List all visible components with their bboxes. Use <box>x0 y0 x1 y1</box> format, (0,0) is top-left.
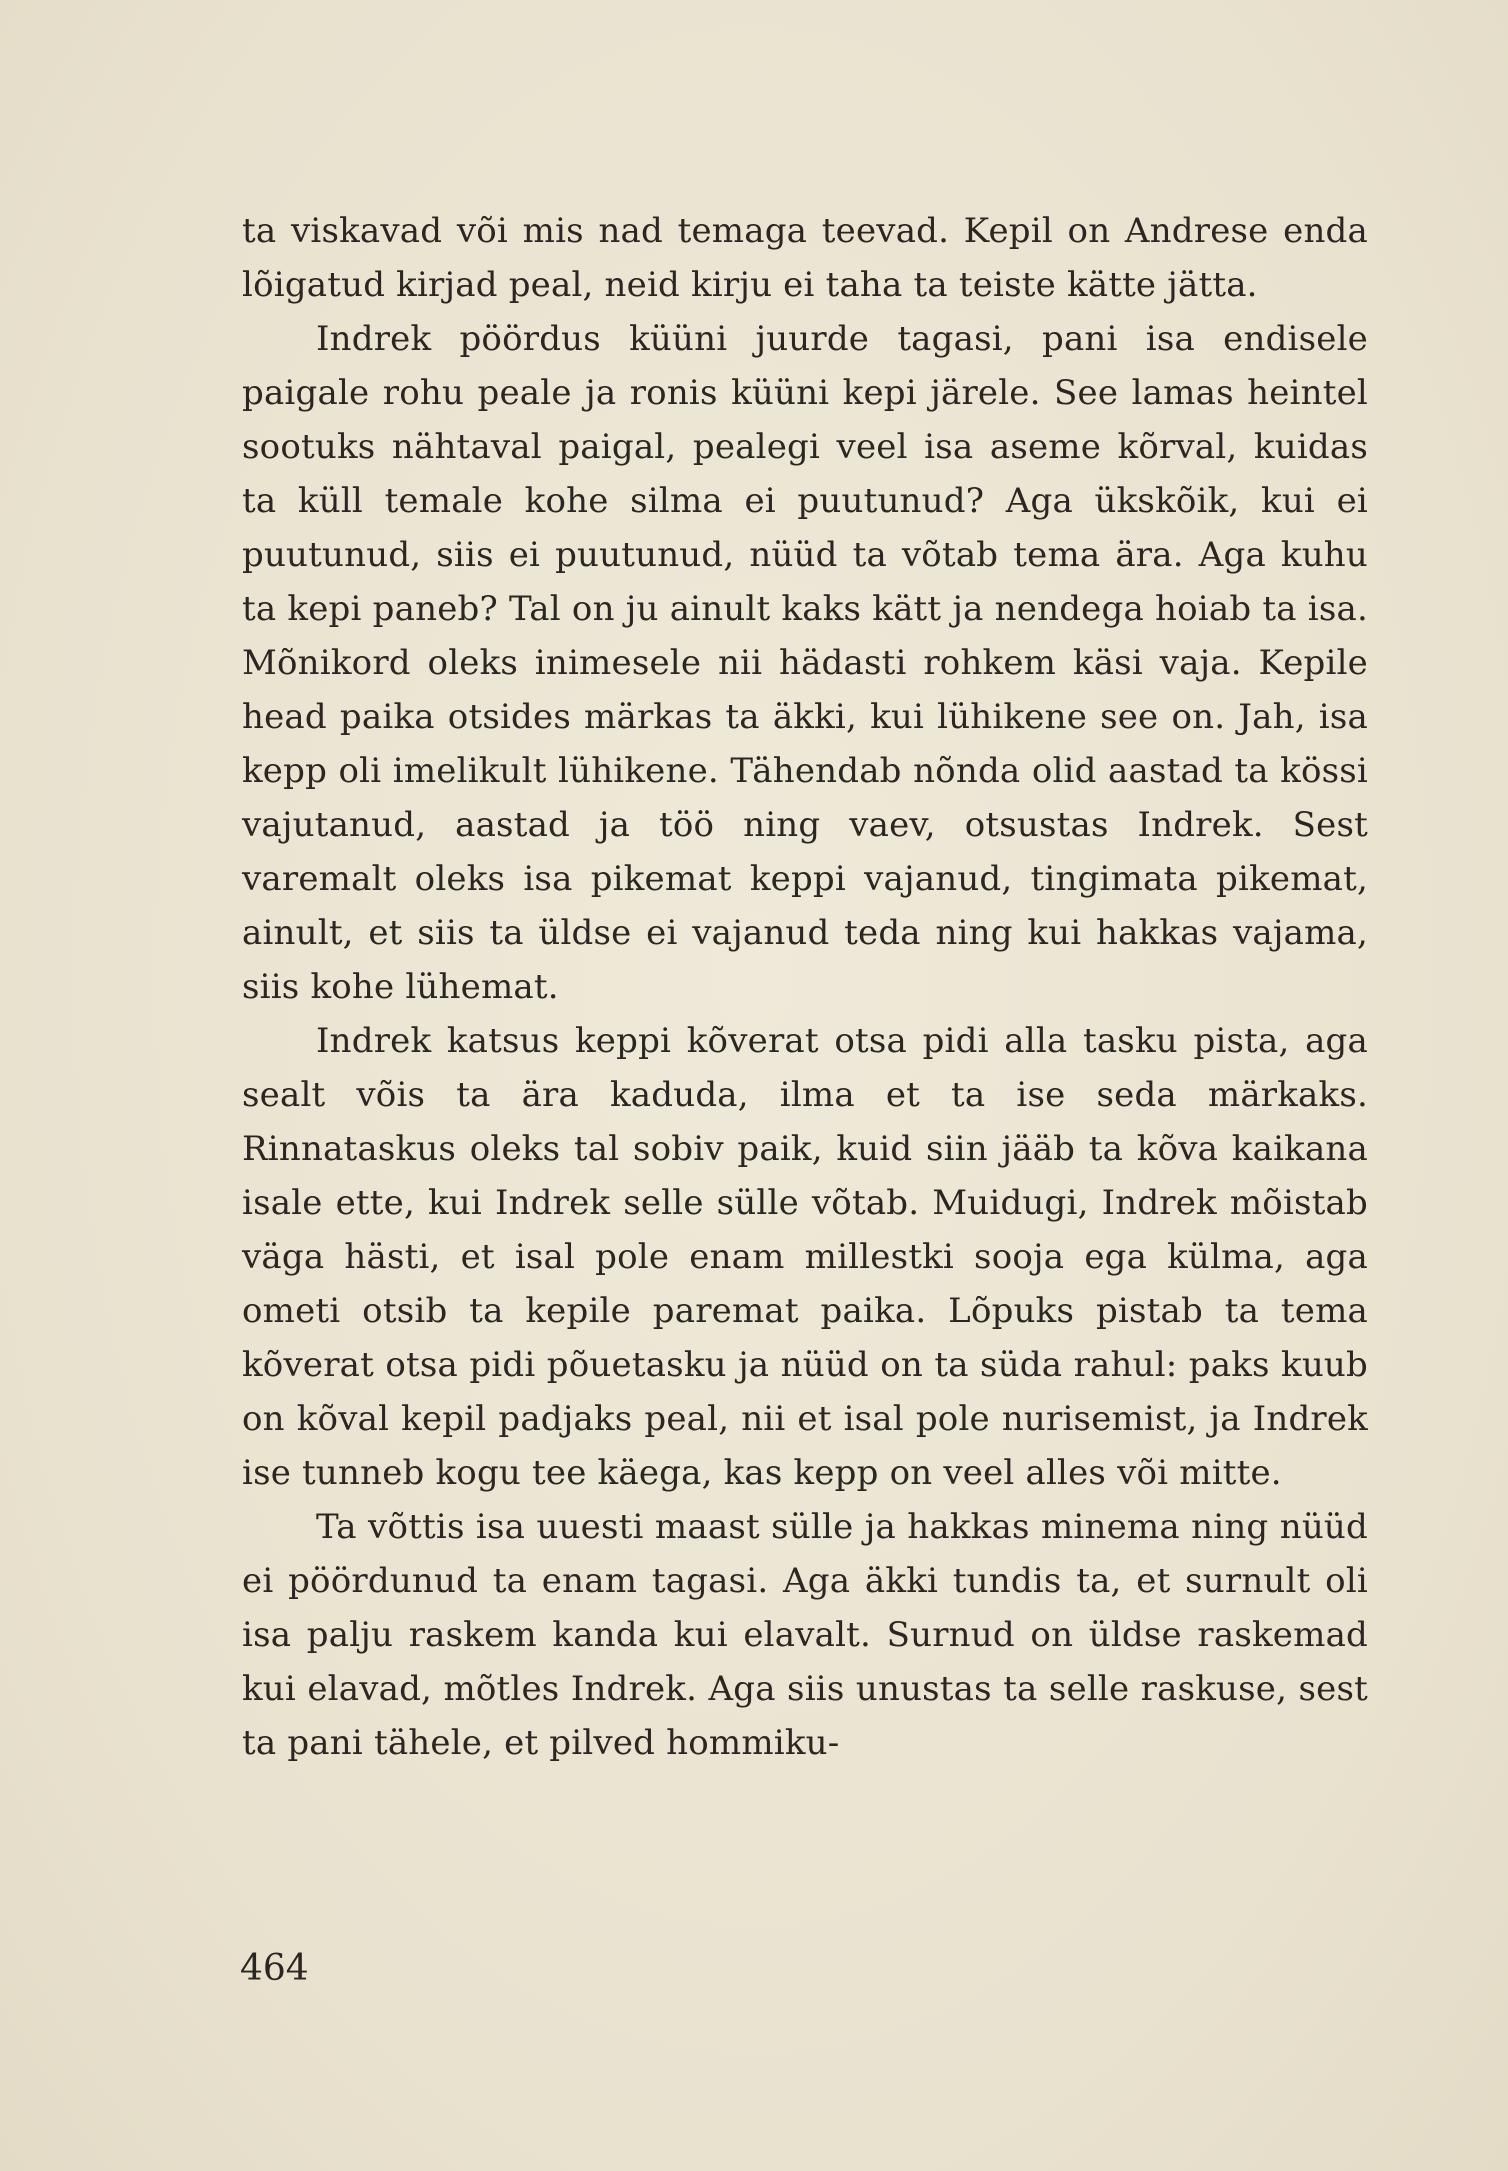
body-text <box>242 204 1368 1770</box>
paragraph-4: Ta võttis isa uuesti maast sülle ja hakkas minema ning nüüd ei pöördunud ta enam tagasi. Aga äkki tundis ta, et surnult oli isa palju raskem kanda kui elavalt. Surnud on üldse raskemad kui elavad, mõtles Indrek. Aga siis unustas ta selle raskuse, sest ta pani tähele, et pilved hommiku- <box>242 1507 1368 1763</box>
paragraph-1: ta viskavad või mis nad temaga teevad. Kepil on Andrese enda lõigatud kirjad peal, neid kirju ei taha ta teiste kätte jätta. <box>242 211 1368 305</box>
page-number: 464 <box>240 1948 309 1989</box>
paragraph-3: Indrek katsus keppi kõverat otsa pidi alla tasku pista, aga sealt võis ta ära kaduda, ilma et ta ise seda märkaks. Rinnataskus oleks tal sobiv paik, kuid siin jääb ta kõva kaikana isale ette, kui Indrek selle sülle võtab. Muidugi, Indrek mõistab väga hästi, et isal pole enam millestki sooja ega külma, aga ometi otsib ta kepile paremat paika. Lõpuks pistab ta tema kõverat otsa pidi põuetasku ja nüüd on ta süda rahul: paks kuub on kõval kepil padjaks peal, nii et isal pole nurisemist, ja Indrek ise tunneb kogu tee käega, kas kepp on veel alles või mitte. <box>242 1021 1368 1493</box>
paragraph-2: Indrek pöördus küüni juurde tagasi, pani isa endisele paigale rohu peale ja ronis küüni kepi järele. See lamas heintel sootuks nähtaval paigal, pealegi veel isa aseme kõrval, kuidas ta küll temale kohe silma ei puutunud? Aga ükskõik, kui ei puutunud, siis ei puutunud, nüüd ta võtab tema ära. Aga kuhu ta kepi paneb? Tal on ju ainult kaks kätt ja nendega hoiab ta isa. Mõnikord oleks inimesele nii hädasti rohkem käsi vaja. Kepile head paika otsides märkas ta äkki, kui lühikene see on. Jah, isa kepp oli imelikult lühikene. Tähendab nõnda olid aastad ta kössi vajutanud, aastad ja töö ning vaev, otsustas Indrek. Sest varemalt oleks isa pikemat keppi vajanud, tingimata pikemat, ainult, et siis ta üldse ei vajanud teda ning kui hakkas vajama, siis kohe lühemat. <box>242 319 1368 1007</box>
